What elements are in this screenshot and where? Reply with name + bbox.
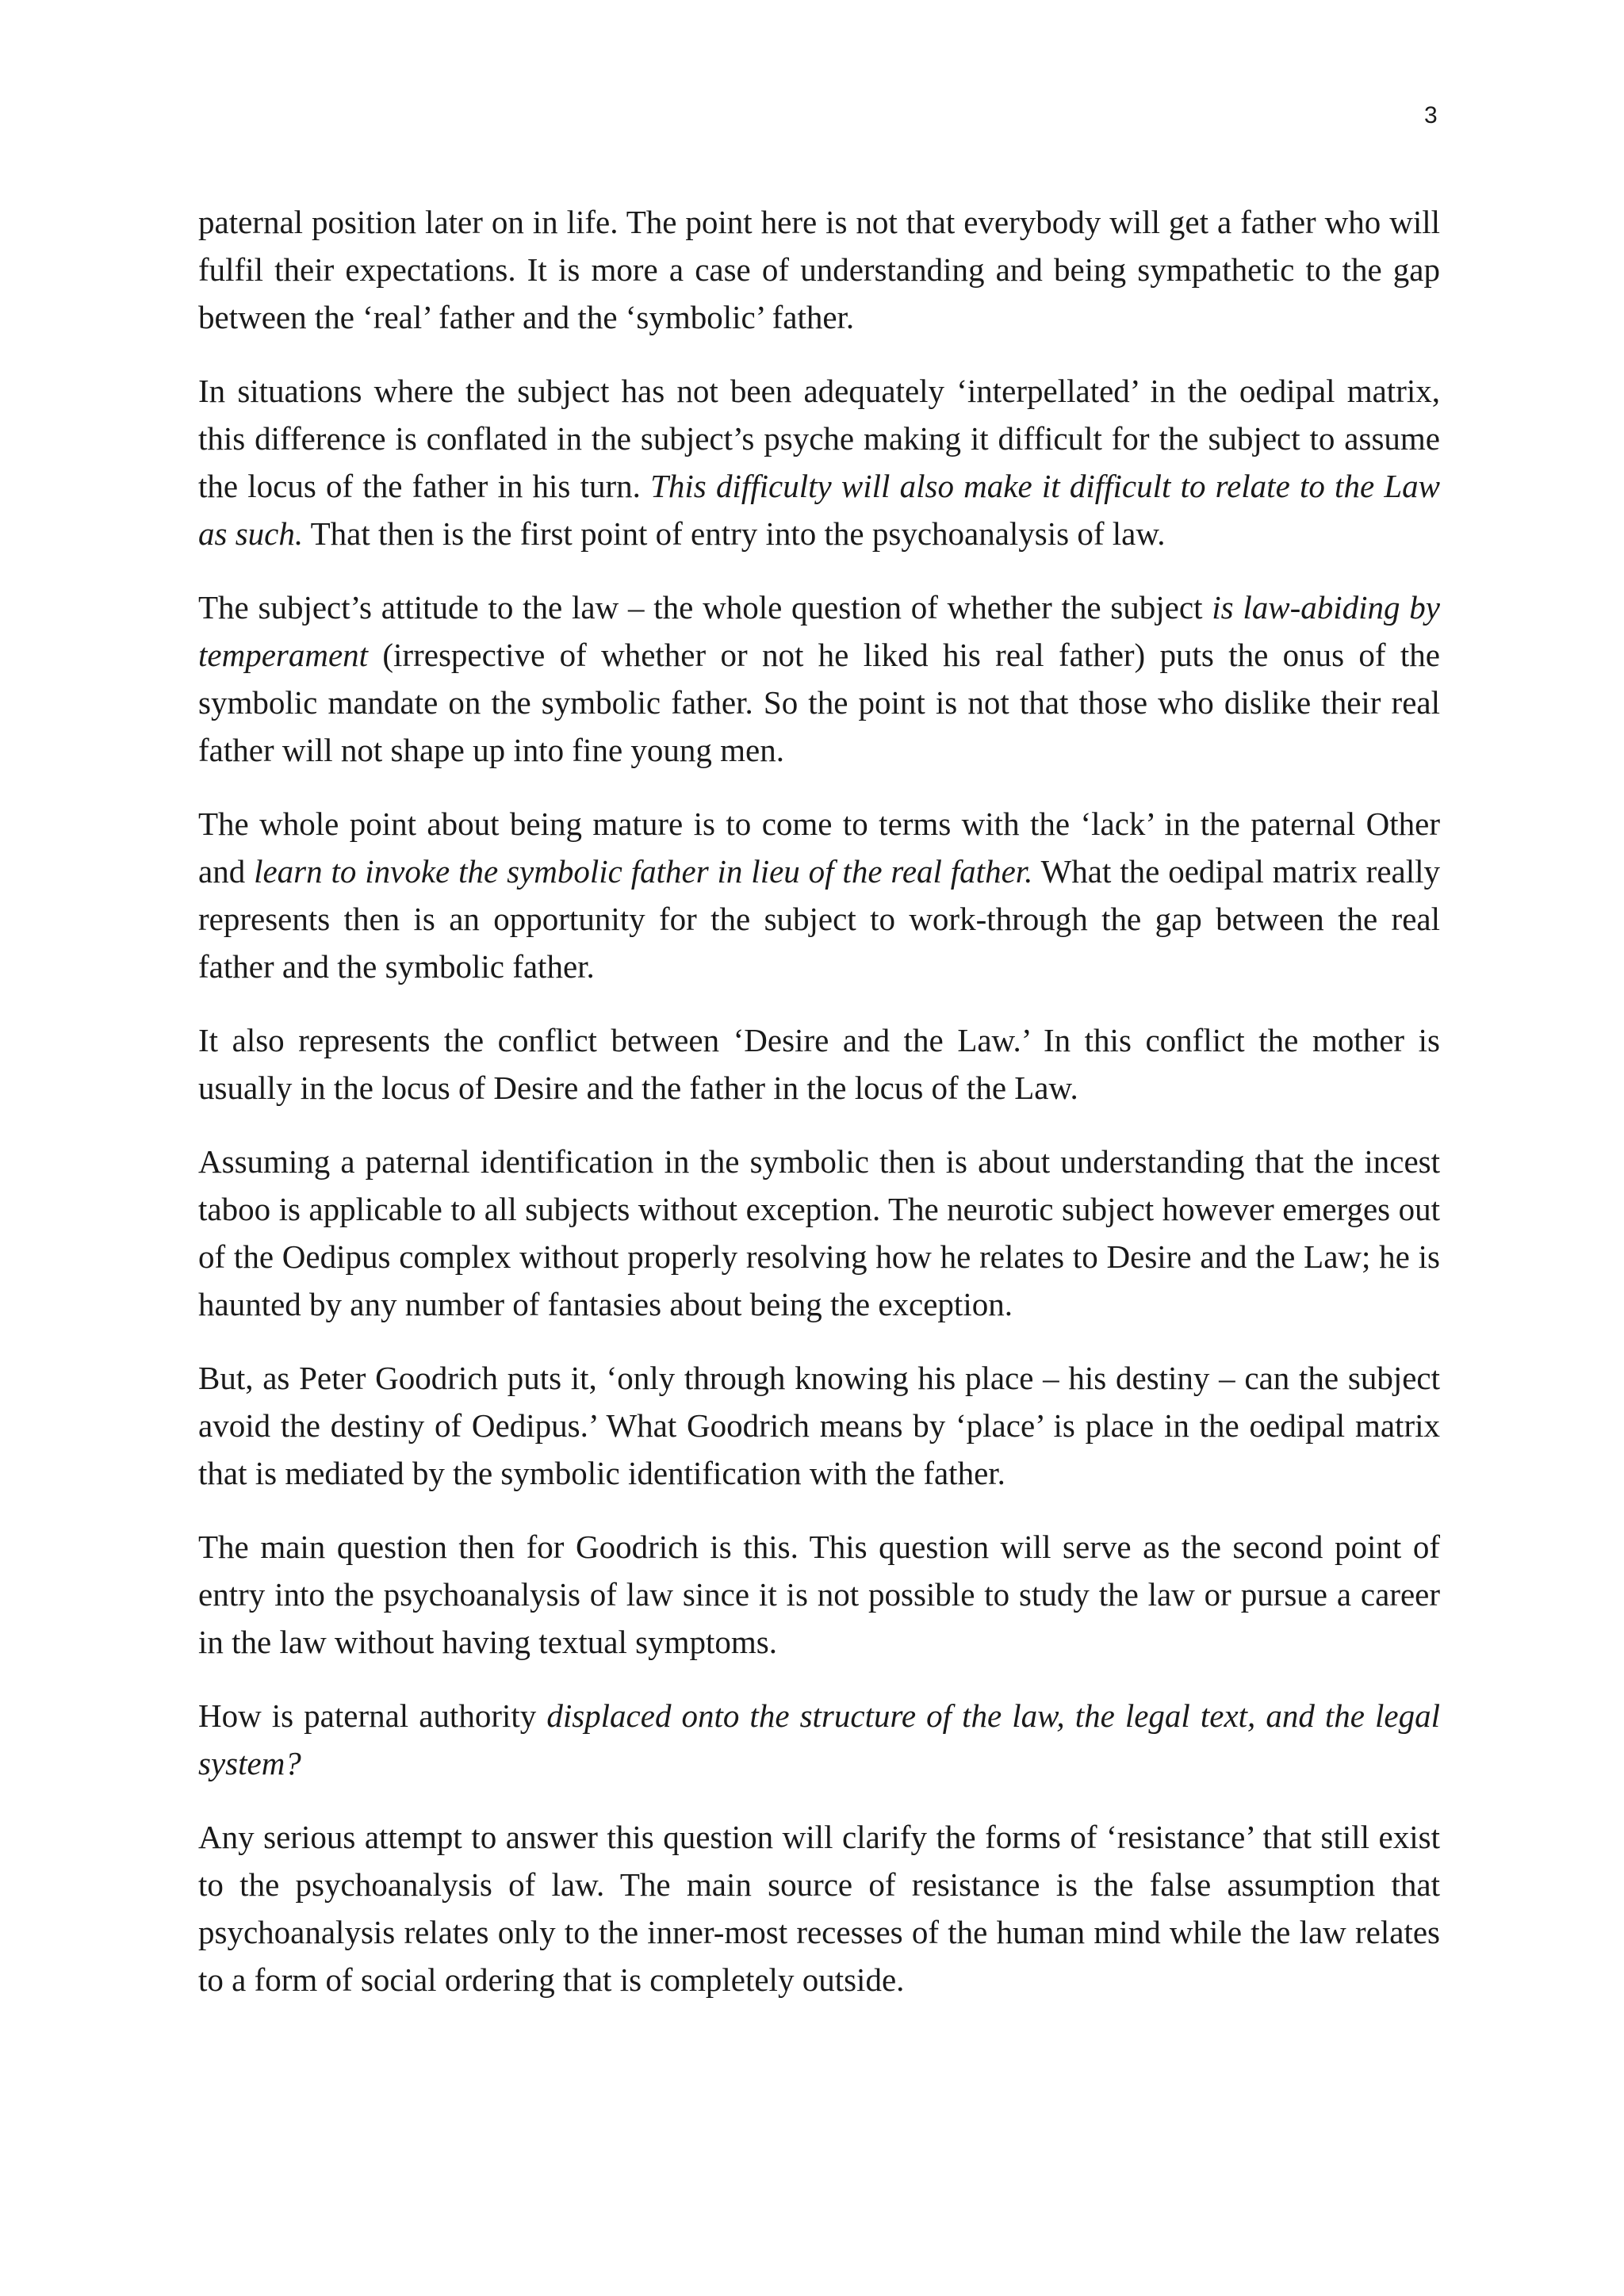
paragraph <box>198 1813 1440 2003</box>
text-run: paternal position later on in life. The point here is not that everybody will get a father who will fulfil their expectations. It is more a case of understanding and being sympathetic to the gap between the ‘real’ father and the ‘symbolic’ father. <box>198 204 1440 335</box>
text-run: Any serious attempt to answer this question will clarify the forms of ‘resistance’ that still exist to the psychoanalysis of law. The main source of resistance is the false assumption that psychoanalysis relates only to the inner-most recesses of the human mind while the law relates to a form of social ordering that is completely outside. <box>198 1819 1440 1998</box>
text-run: How is paternal authority <box>198 1697 547 1734</box>
text-run: It also represents the conflict between ‘Desire and the Law.’ In this conflict the mother is usually in the locus of Desire and the father in the locus of the Law. <box>198 1022 1440 1106</box>
paragraph <box>198 367 1440 557</box>
text-run: The subject’s attitude to the law – the whole question of whether the subject <box>198 589 1212 626</box>
text-run: That then is the first point of entry into the psychoanalysis of law. <box>303 515 1166 552</box>
body-text <box>198 198 1440 2030</box>
text-run: (irrespective of whether or not he liked his real father) puts the onus of the symbolic mandate on the symbolic father. So the point is not that those who dislike their real father will not shape up into fine young men. <box>198 637 1440 768</box>
italic-text: This difficulty will also make it difficult to relate to the Law as such. <box>198 468 1440 552</box>
paragraph <box>198 1523 1440 1666</box>
paragraph <box>198 1692 1440 1787</box>
page-number: 3 <box>1424 102 1438 128</box>
text-run: In situations where the subject has not been adequately ‘interpellated’ in the oedipal matrix, this difference is conflated in the subject’s psyche making it difficult for the subject to assume the locus of the father in his turn. <box>198 373 1440 504</box>
paragraph <box>198 198 1440 341</box>
paragraph <box>198 1138 1440 1328</box>
paragraph <box>198 1354 1440 1497</box>
paragraph <box>198 1016 1440 1112</box>
text-run: The main question then for Goodrich is this. This question will serve as the second point of entry into the psychoanalysis of law since it is not possible to study the law or pursue a career in the law without having textual symptoms. <box>198 1529 1440 1660</box>
text-run: But, as Peter Goodrich puts it, ‘only through knowing his place – his destiny – can the subject avoid the destiny of Oedipus.’ What Goodrich means by ‘place’ is place in the oedipal matrix that is mediated by the symbolic identification with the father. <box>198 1360 1440 1491</box>
italic-text: is law-abiding by temperament <box>198 589 1441 673</box>
italic-text: displaced onto the structure of the law, the legal text, and the legal system? <box>198 1697 1440 1781</box>
paragraph <box>198 584 1440 774</box>
italic-text: learn to invoke the symbolic father in lieu of the real father. <box>254 853 1033 890</box>
text-run: The whole point about being mature is to come to terms with the ‘lack’ in the paternal Other and <box>198 806 1440 890</box>
text-run: Assuming a paternal identification in the symbolic then is about understanding that the incest taboo is applicable to all subjects without exception. The neurotic subject however emerges out of the Oedipus complex without properly resolving how he relates to Desire and the Law; he is haunted by any number of fantasies about being the exception. <box>198 1143 1440 1322</box>
text-run: What the oedipal matrix really represents then is an opportunity for the subject to work-through the gap between the real father and the symbolic father. <box>198 853 1440 985</box>
paragraph <box>198 800 1440 990</box>
